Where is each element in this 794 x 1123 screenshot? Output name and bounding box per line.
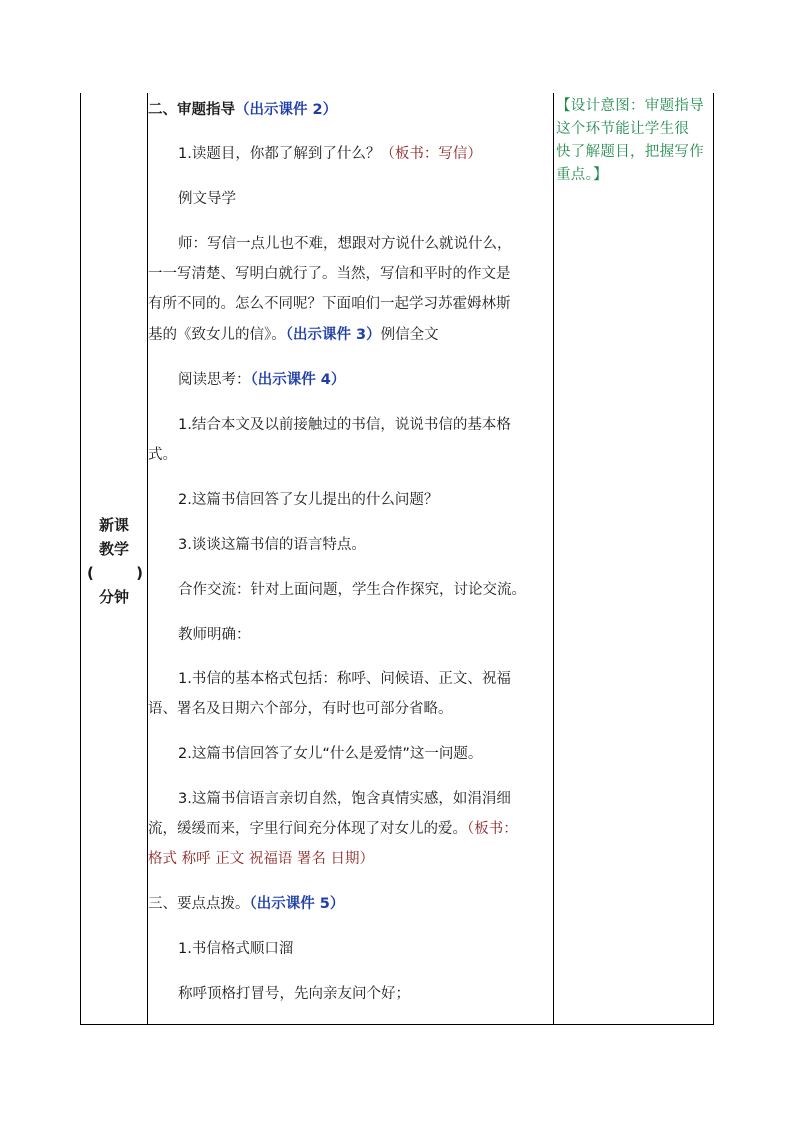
note-line: 重点。】 — [556, 167, 608, 183]
text-line: 一一写清楚、写明白就行了。当然，写信和平时的作文是 — [148, 266, 511, 282]
note-line: 【设计意图：审题指导 — [556, 98, 704, 114]
paren-close: ) — [136, 564, 143, 582]
note-line: 这个环节能让学生很 — [556, 121, 690, 137]
lesson-plan-table — [80, 93, 714, 1025]
text-line: 称呼顶格打冒号，先向亲友问个好； — [178, 986, 410, 1002]
text-line: 合作交流：针对上面问题，学生合作探究，讨论交流。 — [178, 582, 526, 598]
text-line: 2.这篇书信回答了女儿提出的什么问题？ — [178, 492, 439, 508]
section-label-line: 分钟 — [98, 588, 129, 606]
text-line: 3.这篇书信语言亲切自然，饱含真情实感，如涓涓细 — [178, 791, 511, 807]
text-line: 3.谈谈这篇书信的语言特点。 — [178, 537, 366, 553]
text-line: 例文导学 — [178, 191, 236, 207]
paren-open: ( — [87, 564, 94, 582]
text-line: 阅读思考：（出示课件 4） — [178, 372, 346, 388]
text-line: 教师明确： — [178, 627, 251, 643]
design-intent-note — [554, 95, 714, 187]
section-label-line: 教学 — [98, 540, 129, 558]
text-line: 有所不同的。怎么不同呢？下面咱们一起学习苏霍姆林斯 — [148, 296, 511, 312]
heading-line: 三、要点点拨。（出示课件 5） — [148, 896, 345, 912]
text-line: 语、署名及日期六个部分，有时也可部分省略。 — [148, 701, 453, 717]
text-line: 1.书信格式顺口溜 — [178, 941, 294, 957]
section-label-paren — [81, 561, 147, 585]
section-label — [81, 513, 147, 609]
text-line: 1.结合本文及以前接触过的书信，说说书信的基本格 — [178, 417, 511, 433]
text-line: 流，缓缓而来，字里行间充分体现了对女儿的爱。（板书： — [148, 821, 518, 837]
text-line: 1.读题目，你都了解到了什么？（板书：写信） — [178, 146, 482, 162]
heading-line: 二、审题指导（出示课件 2） — [148, 102, 338, 118]
text-line: 1.书信的基本格式包括：称呼、问候语、正文、祝福 — [178, 671, 511, 687]
text-line: 2.这篇书信回答了女儿“什么是爱情”这一问题。 — [178, 746, 483, 762]
text-line: 格式 称呼 正文 祝福语 署名 日期） — [148, 851, 375, 867]
column-divider — [553, 93, 554, 1024]
text-line: 式。 — [148, 447, 177, 463]
section-label-line: 新课 — [98, 516, 129, 534]
note-line: 快了解题目，把握写作 — [556, 144, 704, 160]
text-line: 师：写信一点儿也不难，想跟对方说什么就说什么， — [178, 236, 512, 252]
text-line: 基的《致女儿的信》。（出示课件 3）例信全文 — [148, 327, 439, 343]
column-divider — [147, 93, 148, 1024]
